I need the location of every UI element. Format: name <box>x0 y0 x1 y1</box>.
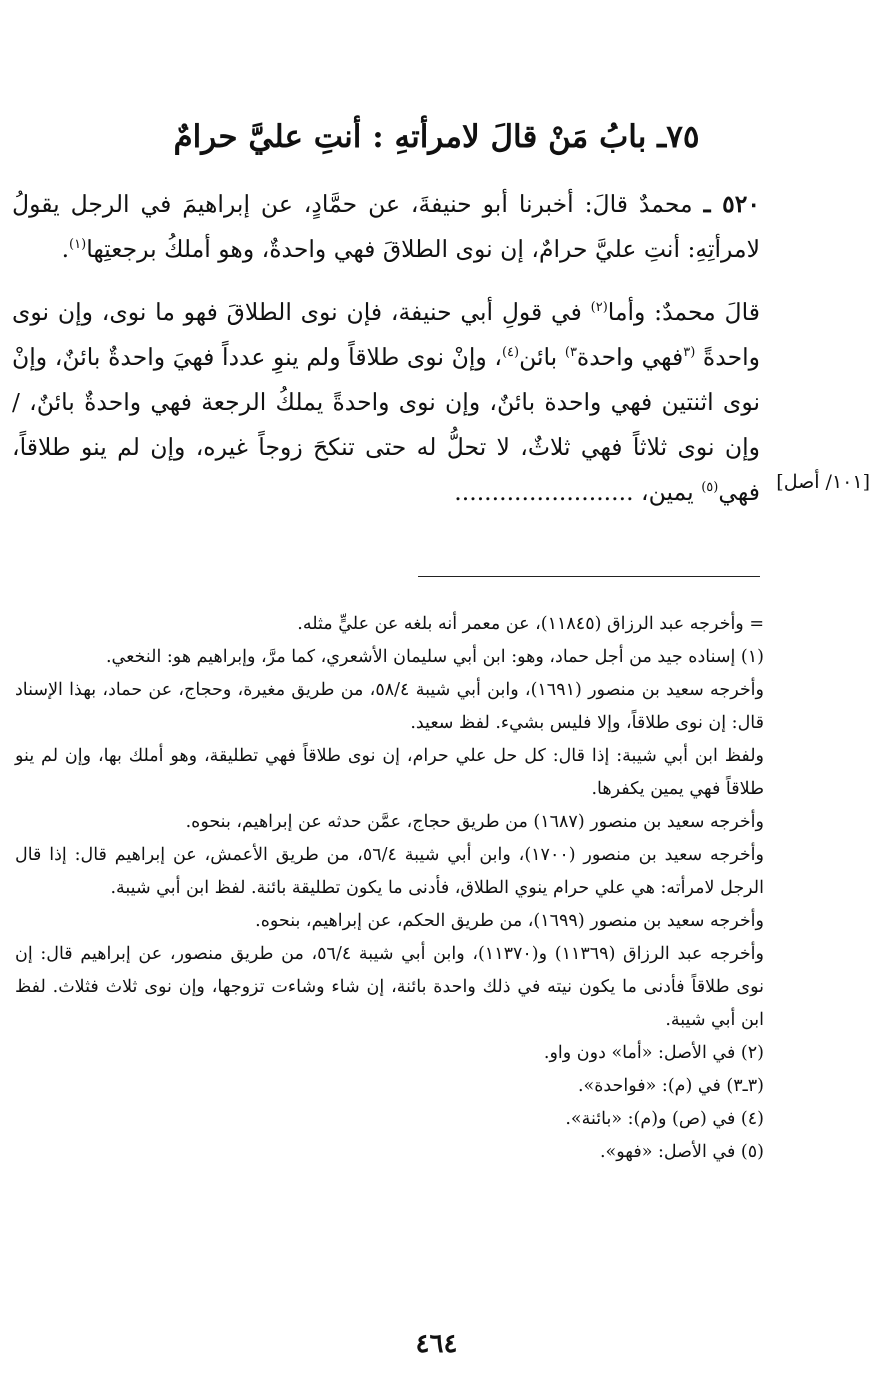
footnote-5: (٥) في الأصل: «فهو». <box>599 1142 764 1162</box>
footnotes <box>15 608 764 1169</box>
footnote-4: (٤) في (ص) و(م): «بائنة». <box>565 1109 764 1129</box>
footnote-1: (١) إسناده جيد من أجل حماد، وهو: ابن أبي سليمان الأشعري، كما مرَّ، وإبراهيم هو: النخعي. <box>105 647 764 667</box>
footnote-1-sources: وأخرجه سعيد بن منصور (١٦٨٧) من طريق حجاج، عمَّن حدثه عن إبراهيم، بنحوه. <box>185 812 764 832</box>
footnote-3: (٣ـ٣) في (م): «فواحدة». <box>577 1076 764 1096</box>
commentary-text: ، وإنْ نوى طلاقاً ولم ينوِ عدداً فهيَ واحدةٌ بائنٌ، وإنْ نوى اثنتين فهي واحدة بائنٌ، وإن نوى واحدةً يملكُ الرجعة فهي واحدةٌ بائنٌ، /وإن نوى ثلاثاً فهي ثلاثٌ، لا تحلُّ له حتى تنكحَ زوجاً غيره، وإن لم ينو طلاقاً، فهي <box>12 343 760 506</box>
footnote-continuation: = وأخرجه عبد الرزاق (١١٨٤٥)، عن معمر أنه بلغه عن عليٍّ مثله. <box>297 614 764 634</box>
footnote-1-sources: وأخرجه سعيد بن منصور (١٧٠٠)، وابن أبي شيبة ٥٦/٤، من طريق الأعمش، عن إبراهيم قال: إذا قال الرجل لامرأته: هي علي حرام ينوي الطلاق، فأدنى ما يكون تطليقة بائنة. لفظ ابن أبي شيبة. <box>15 845 764 898</box>
footnote-ref-2: (٢) <box>590 300 608 316</box>
footnote-1-sources: وأخرجه سعيد بن منصور (١٦٩٩)، من طريق الحكم، عن إبراهيم، بنحوه. <box>255 911 764 931</box>
hadith-number: ٥٢٠ ـ <box>703 190 760 218</box>
hadith-text: محمدٌ قالَ: أخبرنا أبو حنيفةَ، عن حمَّادٍ، عن إبراهيمَ في الرجل يقولُ لامرأتِهِ: أنتِ عليَّ حرامٌ، إن نوى الطلاقَ فهي واحدةٌ، وهو أملكُ برجعتِها <box>12 190 760 263</box>
marginal-page-reference: [١٠١/ أصل] <box>776 471 870 493</box>
footnote-1-sources: ولفظ ابن أبي شيبة: إذا قال: كل حل علي حرام، إن نوى طلاقاً فهي تطليقة، وهو أملك بها، وإن لم ينو طلاقاً فهي يمين يكفرها. <box>15 746 764 799</box>
commentary-text: فهي واحدة <box>576 343 684 371</box>
commentary-text: قالَ محمدٌ: وأما <box>607 298 760 326</box>
commentary-paragraph <box>12 290 760 515</box>
footnote-ref-1: (١) <box>69 237 87 253</box>
commentary-text: في قولِ أبي حنيفة، فإن نوى الطلاقَ فهو ما نوى، وإن نوى واحدةً <box>12 298 760 371</box>
chapter-title: ٧٥ـ بابُ مَنْ قالَ لامرأتهِ : أنتِ عليَّ حرامٌ <box>173 119 700 155</box>
hadith-text-end: . <box>61 235 70 263</box>
page-number: ٤٦٤ <box>415 1329 458 1359</box>
footnote-1-sources: وأخرجه سعيد بن منصور (١٦٩١)، وابن أبي شيبة ٥٨/٤، من طريق مغيرة، وحجاج، عن حماد، بهذا الإسناد قال: إن نوى طلاقاً، وإلا فليس بشيء. لفظ سعيد. <box>15 680 764 733</box>
commentary-text: يمين، ........................ <box>454 478 702 506</box>
footnote-2: (٢) في الأصل: «أما» دون واو. <box>543 1043 764 1063</box>
footnote-ref-3-close: ٣) <box>564 345 577 361</box>
footnote-ref-3-open: (٣ <box>683 345 696 361</box>
footnote-1-sources: وأخرجه عبد الرزاق (١١٣٦٩) و(١١٣٧٠)، وابن أبي شيبة ٥٦/٤، من طريق منصور، عن إبراهيم قال: إن نوى طلاقاً فأدنى ما يكون نيته في ذلك واحدة بائنة، إن شاء وشاءت تزوجها، وإن نوى ثلاث فثلاث. لفظ ابن أبي شيبة. <box>15 944 764 1030</box>
footnote-ref-5: (٥) <box>701 480 719 496</box>
commentary-text: بائن <box>519 343 565 371</box>
footnote-ref-4: (٤) <box>501 345 520 361</box>
main-text <box>12 182 760 515</box>
footnote-divider <box>418 576 760 577</box>
hadith-paragraph <box>12 182 760 272</box>
